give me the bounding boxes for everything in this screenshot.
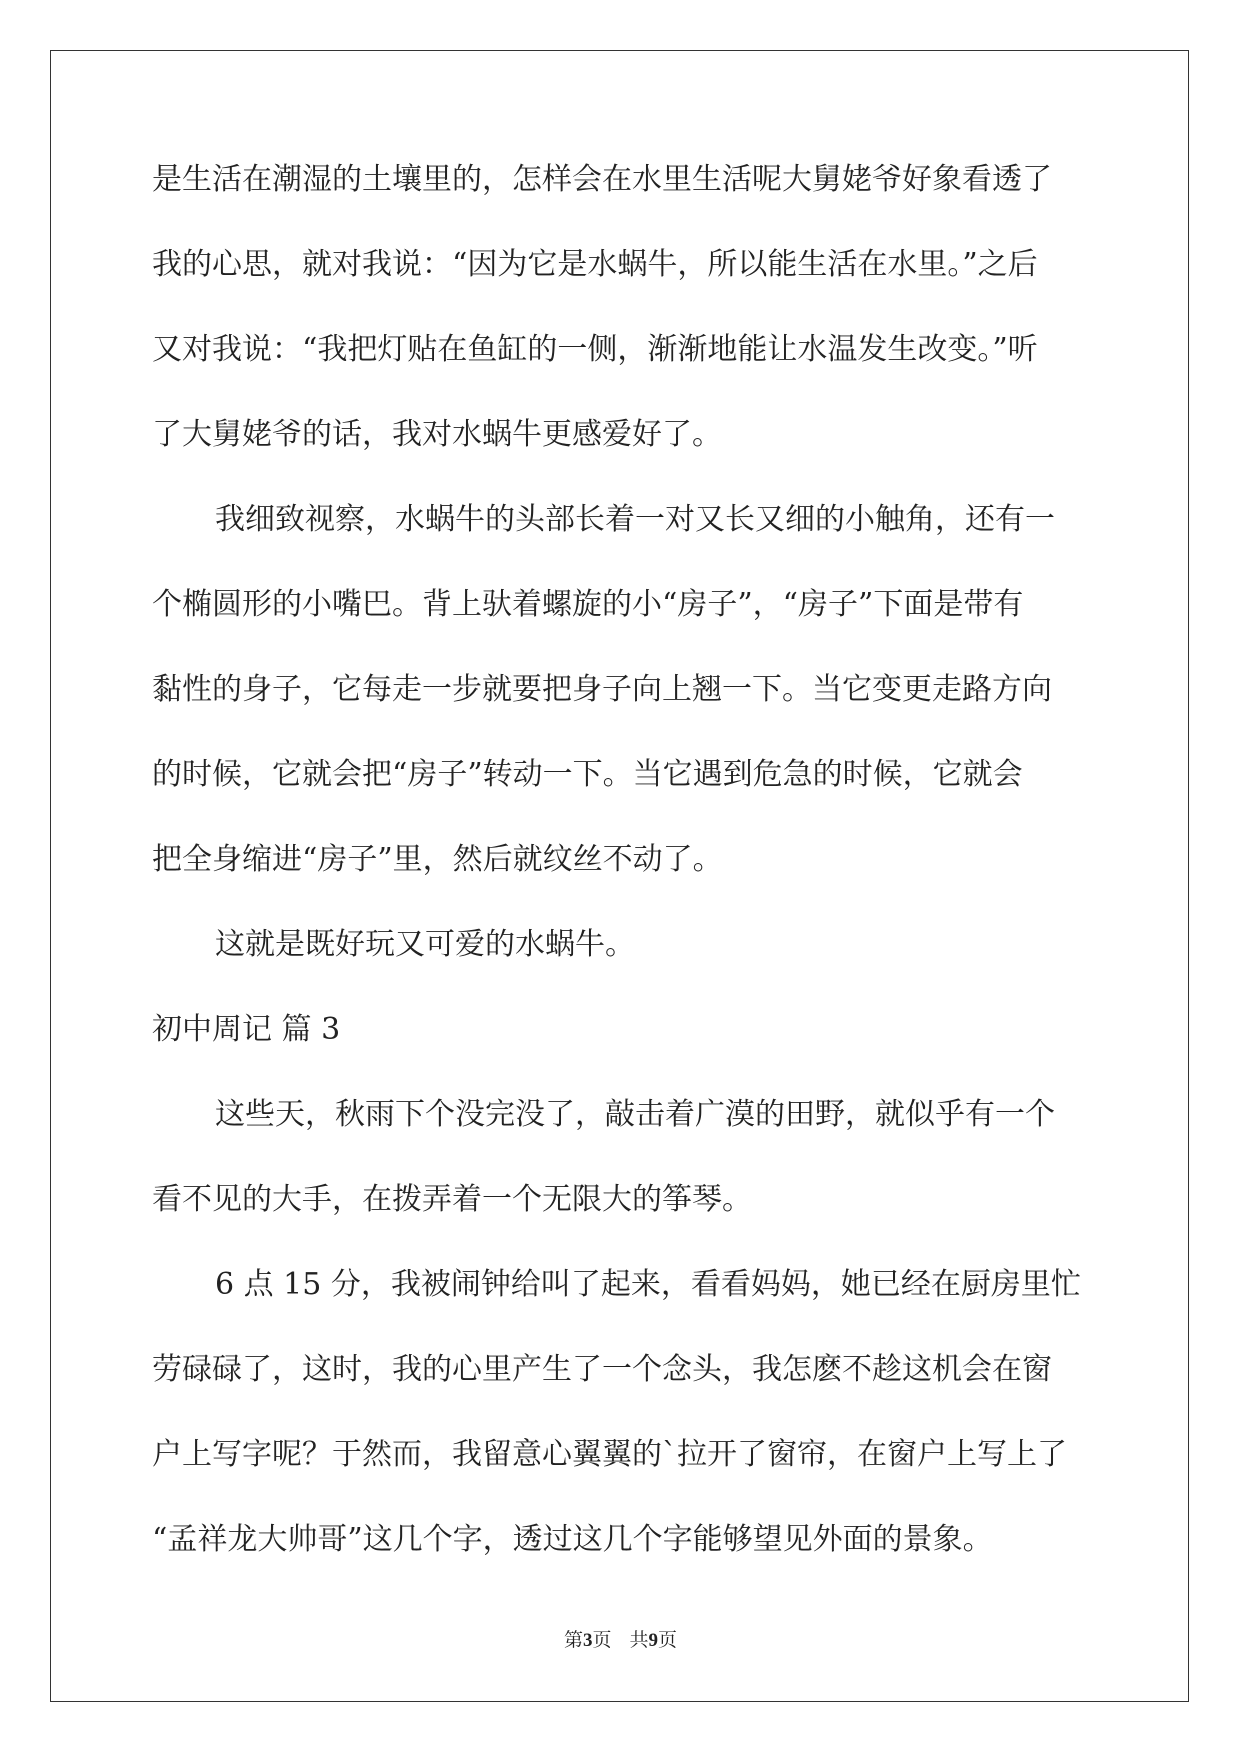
paragraph-first-line: 我细致视察，水蜗牛的头部长着一对又长又细的小触角，还有一 [215,502,1055,537]
paragraph-first-line: 这些天，秋雨下个没完没了，敲击着广漠的田野，就似乎有一个 [215,1097,1055,1132]
text-line: 看不见的大手，在拨弄着一个无限大的筝琴。 [152,1182,752,1217]
text-line: “孟祥龙大帅哥”这几个字，透过这几个字能够望见外面的景象。 [152,1522,993,1557]
text-line: 户上写字呢？于然而，我留意心翼翼的`拉开了窗帘，在窗户上写上了 [152,1437,1067,1472]
text-line: 把全身缩进“房子”里，然后就纹丝不动了。 [152,842,723,877]
text-line: 个椭圆形的小嘴巴。背上驮着螺旋的小“房子”，“房子”下面是带有 [152,587,1024,622]
document-body [152,152,1092,1597]
page-number-current: 3 [582,1630,593,1651]
text-line: 劳碌碌了，这时，我的心里产生了一个念头，我怎麽不趁这机会在窗 [152,1352,1052,1387]
section-heading: 初中周记 篇 3 [152,1012,341,1047]
page-footer [0,1625,1241,1652]
text-line: 黏性的身子，它每走一步就要把身子向上翘一下。当它变更走路方向 [152,672,1052,707]
paragraph-first-line: 这就是既好玩又可爱的水蜗牛。 [215,927,635,962]
text-line: 又对我说：“我把灯贴在鱼缸的一侧，渐渐地能让水温发生改变。”听 [152,332,1038,367]
page-number-suffix: 页 [592,1629,612,1651]
page-total-prefix: 共 [629,1629,649,1651]
page-total-suffix: 页 [658,1629,678,1651]
page-number-prefix: 第 [563,1629,583,1651]
text-line: 我的心思，就对我说：“因为它是水蜗牛，所以能生活在水里。”之后 [152,247,1038,282]
text-line: 了大舅姥爷的话，我对水蜗牛更感爱好了。 [152,417,722,452]
text-line: 的时候，它就会把“房子”转动一下。当它遇到危急的时候，它就会 [152,757,1023,792]
page-number-total: 9 [648,1630,659,1651]
text-line: 是生活在潮湿的土壤里的，怎样会在水里生活呢大舅姥爷好象看透了 [152,162,1052,197]
paragraph-first-line: 6 点 15 分，我被闹钟给叫了起来，看看妈妈，她已经在厨房里忙 [215,1267,1081,1302]
